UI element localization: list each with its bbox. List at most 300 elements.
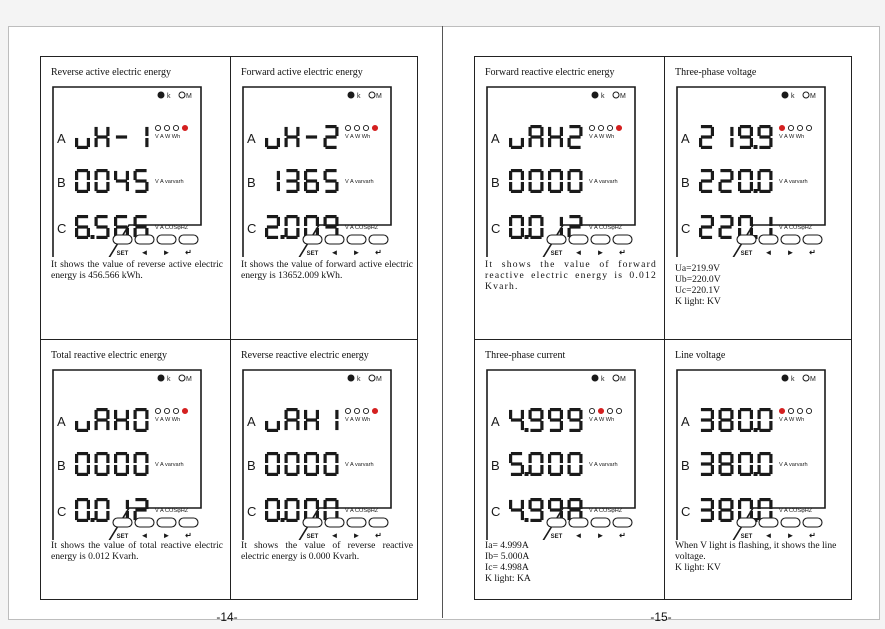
phase-label: B: [57, 458, 66, 473]
segment: [286, 473, 297, 476]
k-label: k: [791, 93, 795, 100]
segment: [759, 452, 770, 455]
segment: [569, 429, 580, 432]
segment: [134, 410, 137, 419]
segment: [296, 171, 299, 180]
panel-title: Three-phase current: [485, 350, 566, 361]
meter-button-label: ►: [162, 248, 171, 257]
meter-button-label: ◄: [574, 248, 583, 257]
segment: [511, 508, 522, 511]
panel-description: It shows the value of forward active electric energy is 13652.009 kWh.: [241, 259, 413, 281]
segment: [106, 465, 109, 474]
segment: [75, 500, 78, 509]
segment: [95, 182, 98, 191]
segment: [579, 421, 582, 430]
segment: [758, 500, 761, 509]
segment: [267, 498, 278, 501]
segment: [95, 127, 98, 136]
meter-button: [781, 235, 800, 244]
segment: [740, 473, 751, 476]
segment: [126, 500, 129, 509]
segment: [106, 127, 109, 136]
segment: [265, 228, 268, 237]
segment: [758, 171, 761, 180]
segment: [267, 519, 278, 522]
segment: [740, 498, 751, 501]
segment: [560, 410, 563, 419]
meter-button-label: ◄: [140, 248, 149, 257]
segment: [759, 169, 770, 172]
segment: [769, 171, 772, 180]
meter-button: [303, 518, 322, 527]
panel-line-voltage: [665, 340, 853, 601]
segment: [740, 408, 751, 411]
segment: [126, 421, 129, 430]
segment: [769, 454, 772, 463]
segment: [569, 146, 580, 149]
segment: [75, 465, 78, 474]
segment: [325, 190, 336, 193]
segment: [579, 454, 582, 463]
k-indicator: [348, 92, 354, 98]
segment: [286, 190, 297, 193]
row-b-units: V A varvarh: [589, 179, 618, 185]
panel-reverse-active-energy: [41, 57, 230, 339]
segment: [720, 215, 731, 218]
segment: [96, 225, 107, 228]
segment: [568, 500, 571, 509]
segment: [134, 217, 137, 226]
meter-display: [675, 85, 845, 257]
segment: [740, 215, 751, 218]
segment: [750, 421, 753, 430]
segment: [540, 171, 543, 180]
segment: [730, 127, 733, 136]
segment: [530, 418, 541, 421]
segment: [316, 217, 319, 226]
reading-line: K light: KV: [675, 296, 721, 307]
segment: [740, 452, 751, 455]
row-b-units: V A varvarh: [779, 462, 808, 468]
meter-button-label: ↵: [809, 248, 816, 257]
segment: [529, 454, 532, 463]
segment: [530, 236, 541, 239]
segment: [95, 138, 98, 147]
segment: [75, 217, 78, 226]
decimal-point: [91, 518, 95, 522]
segment: [324, 454, 327, 463]
segment: [135, 169, 146, 172]
segment: [296, 138, 299, 147]
segment: [95, 217, 98, 226]
segment: [509, 182, 512, 191]
reading-line: Ua=219.9V: [675, 263, 721, 274]
segment: [286, 519, 297, 522]
segment: [759, 125, 770, 128]
segment: [530, 169, 541, 172]
segment: [701, 508, 712, 511]
segment: [701, 125, 712, 128]
segment: [699, 138, 702, 147]
meter-button: [113, 518, 132, 527]
segment: [509, 410, 512, 419]
meter-button: [369, 518, 388, 527]
segment: [701, 408, 712, 411]
segment: [509, 228, 512, 237]
meter-button-label: SET: [116, 251, 129, 257]
segment: [509, 217, 512, 226]
segment: [560, 454, 563, 463]
segment: [277, 217, 280, 226]
meter-button: [737, 518, 756, 527]
segment: [550, 418, 561, 421]
segment: [135, 179, 146, 182]
segment: [719, 410, 722, 419]
decimal-point: [754, 472, 758, 476]
segment: [304, 217, 307, 226]
k-label: k: [167, 93, 171, 100]
phase-label: B: [247, 175, 256, 190]
row-b-units: V A varvarh: [155, 462, 184, 468]
k-indicator: [782, 375, 788, 381]
segment: [511, 236, 522, 239]
segment: [77, 169, 88, 172]
segment: [134, 454, 137, 463]
segment: [540, 228, 543, 237]
decimal-point: [754, 145, 758, 149]
meter-button: [591, 518, 610, 527]
segment: [511, 190, 522, 193]
panel-title: Forward active electric energy: [241, 67, 363, 78]
segment: [116, 215, 127, 218]
segment: [316, 500, 319, 509]
segment: [560, 127, 563, 136]
segment: [285, 217, 288, 226]
meter-button: [781, 518, 800, 527]
meter-button-label: ◄: [764, 531, 773, 540]
segment: [568, 454, 571, 463]
segment: [701, 429, 712, 432]
meter-button: [179, 518, 198, 527]
panel-title: Three-phase voltage: [675, 67, 757, 78]
phase-label: A: [247, 131, 256, 146]
segment: [95, 465, 98, 474]
m-label: M: [376, 376, 382, 383]
decimal-point: [754, 189, 758, 193]
m-label: M: [186, 376, 192, 383]
segment: [769, 138, 772, 147]
meter-button-label: ↵: [619, 248, 626, 257]
segment: [511, 452, 522, 455]
segment: [719, 228, 722, 237]
segment: [711, 465, 714, 474]
segment: [285, 228, 288, 237]
meter-button: [547, 235, 566, 244]
segment: [106, 138, 109, 147]
segment: [265, 138, 268, 147]
segment: [759, 135, 770, 138]
segment: [740, 135, 751, 138]
segment: [277, 171, 280, 180]
segment: [540, 138, 543, 147]
segment: [87, 421, 90, 430]
meter-button: [759, 518, 778, 527]
panel-title: Reverse active electric energy: [51, 67, 172, 78]
segment: [579, 182, 582, 191]
meter-button: [303, 235, 322, 244]
segment: [759, 146, 770, 149]
segment: [114, 217, 117, 226]
segment: [569, 190, 580, 193]
segment: [145, 127, 148, 136]
meter-button: [369, 235, 388, 244]
segment: [267, 215, 278, 218]
manual-page-14: [10, 26, 444, 624]
segment: [267, 146, 278, 149]
meter-button: [113, 235, 132, 244]
meter-button: [759, 235, 778, 244]
segment: [114, 421, 117, 430]
segment: [267, 225, 278, 228]
segment: [77, 519, 88, 522]
segment: [569, 498, 580, 501]
segment: [285, 465, 288, 474]
meter-button: [613, 235, 632, 244]
segment: [304, 454, 307, 463]
segment: [758, 421, 761, 430]
meter-button-label: ◄: [140, 531, 149, 540]
phase-label: B: [681, 458, 690, 473]
segment: [701, 179, 712, 182]
segment: [548, 171, 551, 180]
segment: [521, 410, 524, 419]
segment: [730, 511, 733, 520]
segment: [335, 127, 338, 136]
segment: [286, 215, 297, 218]
segment: [267, 429, 278, 432]
segment: [296, 454, 299, 463]
segment: [579, 127, 582, 136]
segment: [560, 217, 563, 226]
segment: [265, 465, 268, 474]
segment: [509, 138, 512, 147]
segment: [548, 500, 551, 509]
panel-description: It shows the value of total reactive electric energy is 0.012 Kvarh.: [51, 540, 223, 562]
segment: [738, 500, 741, 509]
segment: [511, 473, 522, 476]
segment: [306, 473, 317, 476]
segment: [277, 511, 280, 520]
k-indicator: [592, 92, 598, 98]
decimal-point: [525, 428, 529, 432]
segment: [114, 410, 117, 419]
segment: [335, 410, 338, 419]
segment: [145, 182, 148, 191]
phase-label: A: [247, 414, 256, 429]
segment: [265, 511, 268, 520]
segment: [560, 421, 563, 430]
segment: [95, 511, 98, 520]
segment: [145, 410, 148, 419]
panel-description: When V light is flashing, it shows the line voltage. K light: KV: [675, 540, 837, 573]
segment: [738, 465, 741, 474]
phase-label: A: [491, 131, 500, 146]
segment: [530, 519, 541, 522]
segment: [134, 421, 137, 430]
segment: [701, 215, 712, 218]
segment: [738, 421, 741, 430]
phase-label: B: [491, 458, 500, 473]
segment: [759, 408, 770, 411]
segment: [521, 217, 524, 226]
segment: [569, 135, 580, 138]
segment: [550, 498, 561, 501]
segment: [316, 421, 319, 430]
segment: [569, 473, 580, 476]
segment: [75, 138, 78, 147]
segment: [730, 465, 733, 474]
segment: [77, 452, 88, 455]
meter-button: [803, 518, 822, 527]
meter-display: [51, 368, 221, 540]
segment: [316, 182, 319, 191]
segment: [511, 169, 522, 172]
segment: [560, 171, 563, 180]
segment: [285, 410, 288, 419]
segment: [530, 452, 541, 455]
segment: [530, 215, 541, 218]
segment: [285, 500, 288, 509]
segment: [540, 410, 543, 419]
meter-button-label: SET: [116, 534, 129, 540]
row-b-units: V A varvarh: [345, 179, 374, 185]
segment: [106, 171, 109, 180]
segment: [304, 410, 307, 419]
segment: [96, 169, 107, 172]
segment: [738, 127, 741, 136]
meter-button-label: SET: [550, 251, 563, 257]
segment: [529, 217, 532, 226]
segment: [87, 182, 90, 191]
row-b-units: V A varvarh: [589, 462, 618, 468]
segment: [277, 421, 280, 430]
meter-button: [179, 235, 198, 244]
active-indicator-dot: [779, 125, 784, 130]
segment: [96, 473, 107, 476]
segment: [324, 138, 327, 147]
segment: [285, 138, 288, 147]
reading-line: K light: KA: [485, 573, 531, 584]
segment: [720, 473, 731, 476]
segment: [568, 138, 571, 147]
segment: [550, 190, 561, 193]
segment: [701, 135, 712, 138]
row-c-units: V A COSφHZ: [345, 225, 379, 231]
segment: [711, 171, 714, 180]
segment: [277, 182, 280, 191]
segment: [699, 182, 702, 191]
segment: [135, 215, 146, 218]
panel-title: Line voltage: [675, 350, 726, 361]
k-label: k: [167, 376, 171, 383]
meter-button-label: ►: [596, 248, 605, 257]
segment: [285, 127, 288, 136]
segment: [296, 228, 299, 237]
segment: [548, 127, 551, 136]
segment: [550, 429, 561, 432]
reading-line: Uc=220.1V: [675, 285, 721, 296]
m-label: M: [186, 93, 192, 100]
meter-button-label: ↵: [375, 531, 382, 540]
segment: [569, 452, 580, 455]
meter-button-label: ↵: [185, 248, 192, 257]
row-c-units: V A COSφHZ: [589, 508, 623, 514]
segment: [316, 454, 319, 463]
segment: [77, 190, 88, 193]
segment: [530, 190, 541, 193]
m-label: M: [620, 376, 626, 383]
meter-button-label: SET: [740, 534, 753, 540]
segment: [738, 454, 741, 463]
k-indicator: [592, 375, 598, 381]
segment: [758, 465, 761, 474]
k-indicator: [782, 92, 788, 98]
segment: [750, 500, 753, 509]
meter-button: [325, 235, 344, 244]
decimal-point: [281, 235, 285, 239]
segment: [306, 190, 317, 193]
row-b-units: V A varvarh: [779, 179, 808, 185]
segment: [719, 454, 722, 463]
meter-button: [569, 235, 588, 244]
segment: [77, 146, 88, 149]
segment: [96, 519, 107, 522]
segment: [95, 421, 98, 430]
segment: [521, 511, 524, 520]
k-label: k: [601, 376, 605, 383]
segment: [569, 408, 580, 411]
phase-label: B: [491, 175, 500, 190]
row-c-units: V A COSφHZ: [155, 508, 189, 514]
segment: [316, 410, 319, 419]
segment: [529, 127, 532, 136]
segment: [720, 169, 731, 172]
meter-button: [569, 518, 588, 527]
segment: [87, 511, 90, 520]
meter-button-label: ►: [162, 531, 171, 540]
segment: [296, 511, 299, 520]
segment: [77, 473, 88, 476]
segment: [521, 228, 524, 237]
segment: [116, 225, 127, 228]
segment: [116, 179, 127, 182]
segment: [540, 421, 543, 430]
meter-button-label: ↵: [809, 531, 816, 540]
segment: [285, 454, 288, 463]
meter-button-label: ►: [596, 531, 605, 540]
segment: [306, 452, 317, 455]
segment: [521, 465, 524, 474]
segment: [550, 169, 561, 172]
phase-label: C: [491, 504, 501, 519]
row-a-units: V A W Wh: [779, 134, 805, 140]
meter-display: [241, 85, 411, 257]
segment: [145, 465, 148, 474]
m-label: M: [810, 93, 816, 100]
meter-button-label: ►: [352, 248, 361, 257]
segment: [325, 169, 336, 172]
segment: [135, 225, 146, 228]
